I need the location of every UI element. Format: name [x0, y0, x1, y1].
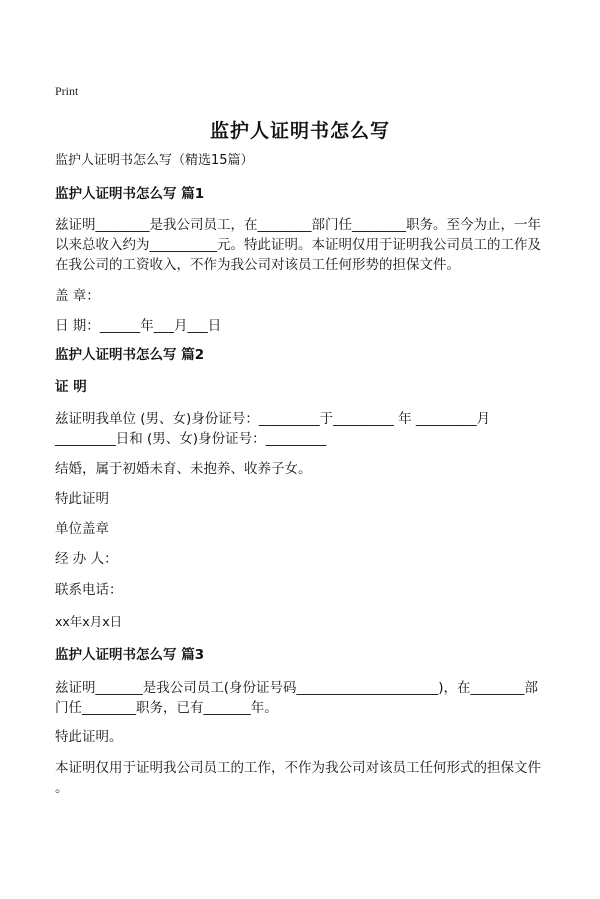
- section-2-body-line-2: _________日和 (男、女)身份证号：_________: [55, 431, 327, 447]
- section-2-handler: 经 办 人：: [55, 551, 118, 567]
- section-3-note-line-1: 本证明仅用于证明我公司员工的工作，不作为我公司对该员工任何形式的担保文件: [55, 760, 541, 776]
- document-title: 监护人证明书怎么写: [209, 120, 390, 142]
- section-3-heading: 监护人证明书怎么写 篇3: [55, 647, 205, 663]
- section-2-subheading: 证 明: [55, 379, 87, 395]
- section-1-seal: 盖 章：: [55, 288, 100, 304]
- print-label[interactable]: Print: [55, 84, 79, 98]
- section-3-body-line-2: 门任________职务，已有_______年。: [55, 700, 278, 716]
- section-2-special: 特此证明: [55, 491, 109, 507]
- section-1-heading: 监护人证明书怎么写 篇1: [55, 186, 205, 202]
- section-2-unit-seal: 单位盖章: [55, 521, 109, 537]
- section-1-body-line-3: 在我公司的工资收入，不作为我公司对该员工任何形势的担保文件。: [55, 257, 460, 273]
- section-2-date: xx年x月x日: [55, 614, 123, 629]
- section-1-date: 日 期：______年___月___日: [55, 318, 222, 334]
- section-2-body-line-1: 兹证明我单位 (男、女)身份证号：_________于_________ 年 _________月: [55, 411, 491, 427]
- section-3-note-line-2: 。: [55, 780, 69, 796]
- section-1-body-line-1: 兹证明________是我公司员工，在________部门任________职务。至今为止，一年: [55, 217, 541, 233]
- section-2-heading: 监护人证明书怎么写 篇2: [55, 347, 205, 363]
- section-2-phone: 联系电话：: [55, 582, 123, 598]
- section-1-body-line-2: 以来总收入约为__________元。特此证明。本证明仅用于证明我公司员工的工作及: [55, 237, 541, 253]
- section-3-special: 特此证明。: [55, 729, 123, 745]
- section-3-body-line-1: 兹证明_______是我公司员工(身份证号码_____________________)，在________部: [55, 680, 539, 696]
- intro-text: 监护人证明书怎么写（精选15篇）: [55, 153, 254, 168]
- section-2-marriage: 结婚，属于初婚未育、未抱养、收养子女。: [55, 461, 312, 477]
